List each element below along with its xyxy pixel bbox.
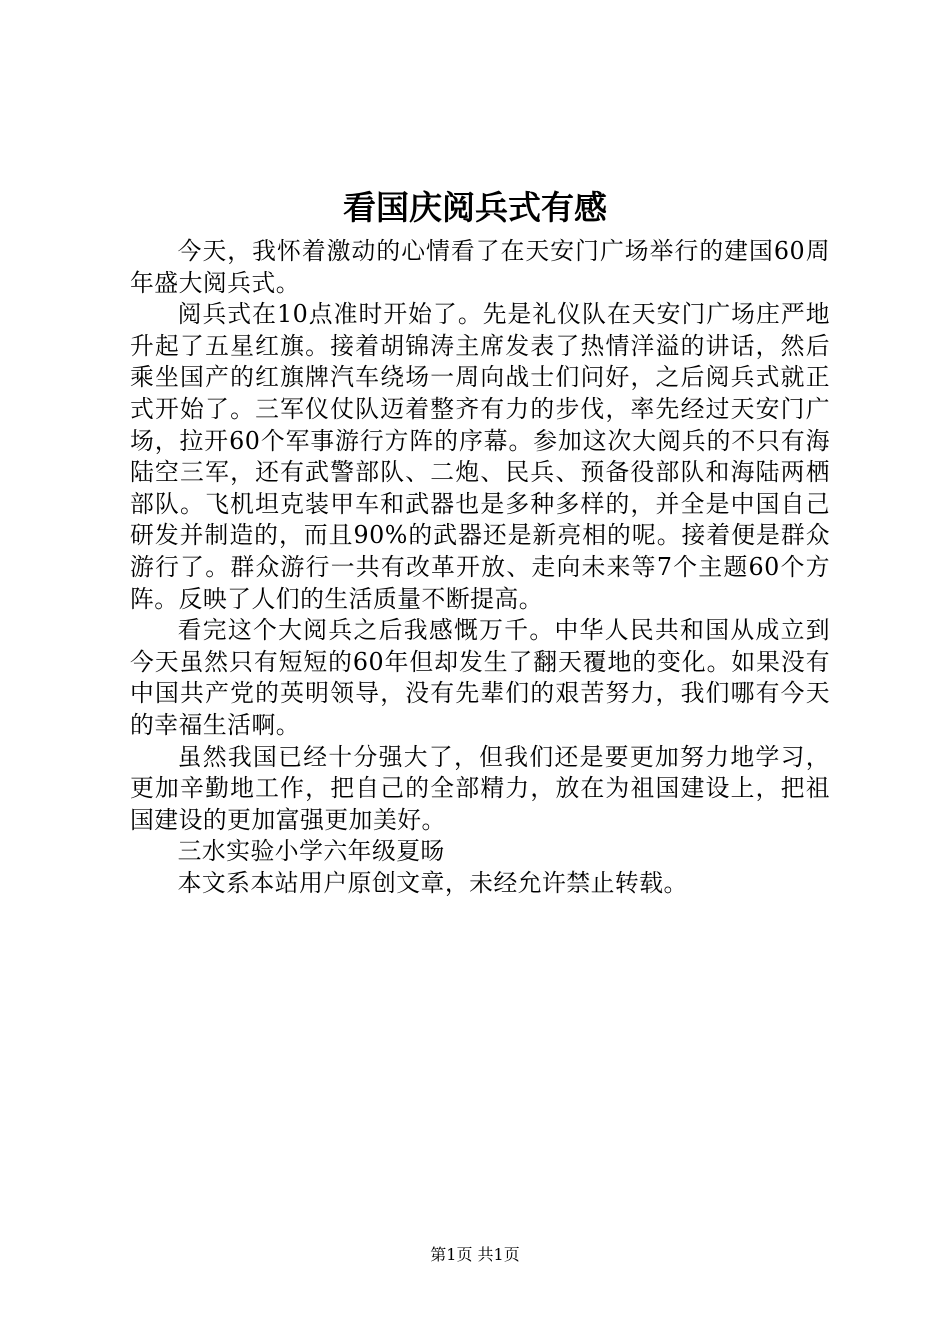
paragraph-reflection: 看完这个大阅兵之后我感慨万千。中华人民共和国从成立到今天虽然只有短短的60年但却发生了翻天覆地的变化。如果没有中国共产党的英明领导，没有先辈们的艰苦努力，我们哪有今天的幸福生活啊。 xyxy=(130,616,830,739)
document-title: 看国庆阅兵式有感 xyxy=(343,188,607,227)
paragraph-parade: 阅兵式在10点准时开始了。先是礼仪队在天安门广场庄严地升起了五星红旗。接着胡锦涛主席发表了热情洋溢的讲话，然后乘坐国产的红旗牌汽车绕场一周向战士们问好，之后阅兵式就正式开始了。三军仪仗队迈着整齐有力的步伐，率先经过天安门广场，拉开60个军事游行方阵的序幕。参加这次大阅兵的不只有海陆空三军，还有武警部队、二炮、民兵、预备役部队和海陆两栖部队。飞机坦克装甲车和武器也是多种多样的，并全是中国自己研发并制造的，而且90%的武器还是新亮相的呢。接着便是群众游行了。群众游行一共有改革开放、走向未来等7个主题60个方阵。反映了人们的生活质量不断提高。 xyxy=(130,300,830,613)
copyright-notice: 本文系本站用户原创文章，未经允许禁止转载。 xyxy=(177,868,688,897)
paragraph-intro: 今天，我怀着激动的心情看了在天安门广场举行的建国60周年盛大阅兵式。 xyxy=(130,237,830,297)
document-body xyxy=(130,236,830,899)
paragraph-resolution: 虽然我国已经十分强大了，但我们还是要更加努力地学习，更加辛勤地工作，把自己的全部精力，放在为祖国建设上，把祖国建设的更加富强更加美好。 xyxy=(130,742,830,834)
page-number-footer: 第1页 共1页 xyxy=(430,1245,520,1264)
author-line: 三水实验小学六年级夏旸 xyxy=(177,837,445,866)
